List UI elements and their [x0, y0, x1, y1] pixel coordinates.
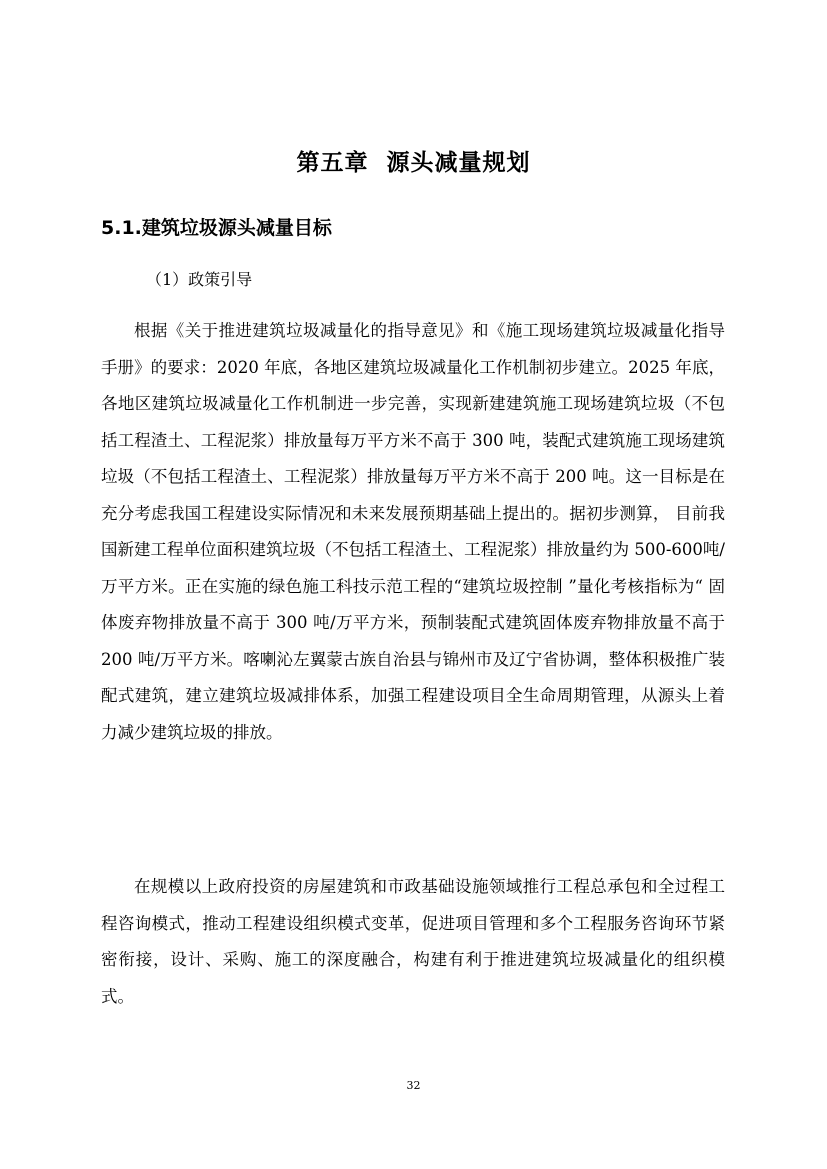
page-number: 32	[406, 1079, 421, 1092]
body-paragraph: 根据《关于推进建筑垃圾减量化的指导意见》和《施工现场建筑垃圾减量化指导手册》的要求：2020 年底，各地区建筑垃圾减量化工作机制初步建立。2025 年底，各地区建筑垃圾减量化工作机制进一步完善，实现新建建筑施工现场建筑垃圾（不包括工程渣土、工程泥浆）排放量每万平方米不高于 300 吨，装配式建筑施工现场建筑垃圾（不包括工程渣土、工程泥浆）排放量每万平方米不高于 200 吨。这一目标是在充分考虑我国工程建设实际情况和未来发展预期基础上提出的。据初步测算， 目前我国新建工程单位面积建筑垃圾（不包括工程渣土、工程泥浆）排放量约为 500-600吨/万平方米。正在实施的绿色施工科技示范工程的“建筑垃圾控制 ”量化考核指标为“ 固体废弃物排放量不高于 300 吨/万平方米，预制装配式建筑固体废弃物排放量不高于 200 吨/万平方米。喀喇沁左翼蒙古族自治县与锦州市及辽宁省协调，整体积极推广装配式建筑，建立建筑垃圾减排体系，加强工程建设项目全生命周期管理，从源头上着力减少建筑垃圾的排放。	[101, 321, 725, 742]
chapter-title: 第五章 源头减量规划	[296, 150, 531, 176]
body-paragraph: 在规模以上政府投资的房屋建筑和市政基础设施领域推行工程总承包和全过程工程咨询模式，推动工程建设组织模式变革，促进项目管理和多个工程服务咨询环节紧密衔接，设计、采购、施工的深度融合，构建有利于推进建筑垃圾减量化的组织模式。	[101, 877, 725, 1006]
subsection-heading: （1）政策引导	[146, 270, 253, 289]
section-heading: 5.1.建筑垃圾源头减量目标	[101, 217, 332, 239]
